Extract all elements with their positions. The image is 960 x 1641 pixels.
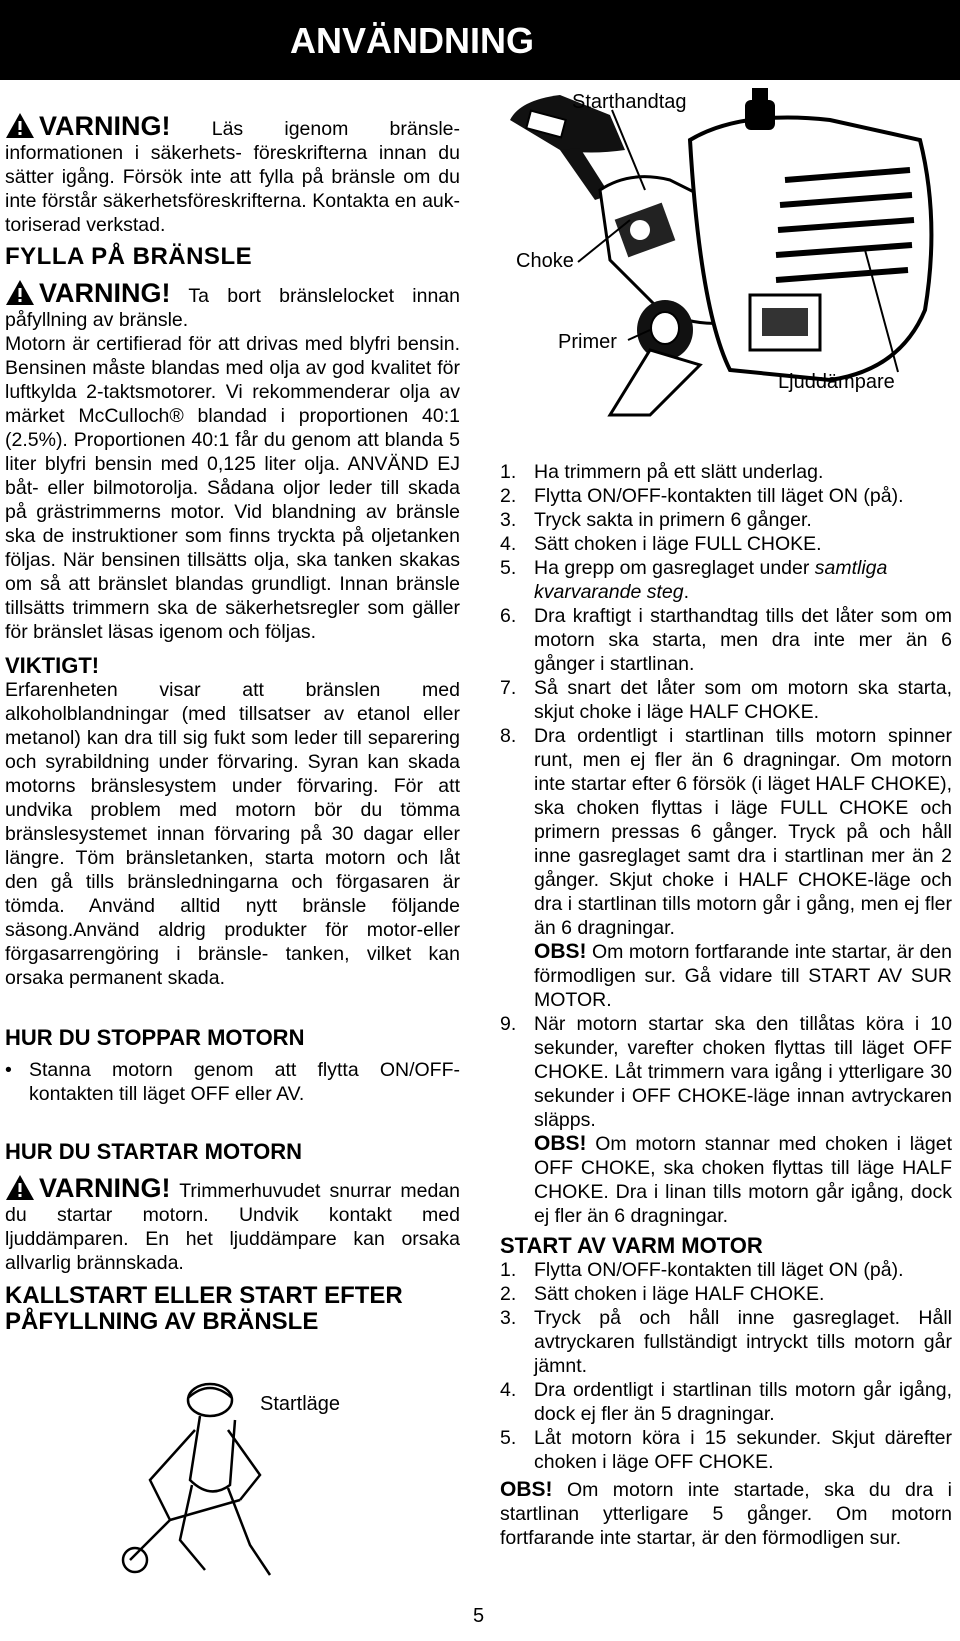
warning-text: Trimmerhuvudet snurrar medan du startar motorn. Undvik kontakt med ljuddämparen. En het ljuddämpare kan orsaka allvarlig brännskada. <box>5 1180 460 1274</box>
list-item: 2. Flytta ON/OFF-kontakten till läget ON (på). <box>500 485 904 507</box>
bullet-icon: • <box>5 1059 12 1081</box>
section-heading-warm-start: START AV VARM MOTOR <box>500 1233 763 1258</box>
list-item: 7. Så snart det låter som om motorn ska starta, skjut choke i läge HALF CHOKE. <box>500 677 952 723</box>
list-item: 6. Dra kraftigt i starthandtag tills det låter som om motorn ska starta, men dra inte mer än 6 gånger i startlinan. <box>500 605 952 675</box>
list-item: 8. Dra ordentligt i startlinan tills motorn spinner runt, men ej fler än 6 dragningar. Om motorn inte startar efter 6 försök (i läget HALF CHOKE), ska choken flyttas i läge FULL CHOKE och primern pressas 6 gånger. Tryck på och håll inne gasreglaget samt dra i startlinan mer än 2 gånger. Skjut choke i HALF CHOKE-läge och dra i startlinan tills motorn går i gång, men ej fler än 6 dragningar. OBS! Om motorn fortfarande inte startar, är den förmodligen sur. Gå vidare till START AV SUR MOTOR. <box>500 725 952 1011</box>
list-item: 1. Ha trimmern på ett slätt underlag. <box>500 461 824 483</box>
note-label: OBS! <box>500 1478 553 1501</box>
engine-illustration <box>500 80 955 425</box>
stop-bullet <box>5 1058 460 1106</box>
list-item: 1. Flytta ON/OFF-kontakten till läget ON (på). <box>500 1259 904 1281</box>
warning-text: Ta bort bränslelocket innan påfyllning av bränsle. <box>5 285 460 331</box>
list-item: 4. Dra ordentligt i startlinan tills motorn går igång, dock ej fler än 5 dragningar. <box>500 1379 952 1425</box>
warning-text: Läs igenom bränsle-informationen i säkerhets- föreskrifterna innan du sätter igång. Försök inte att fylla på bränsle om du inte förstår säkerhetsföreskrifterna. Kontakta en auk-toriserad verkstad. <box>5 118 460 236</box>
warning-triangle-icon <box>5 279 35 306</box>
muffler-label: Ljuddämpare <box>778 371 895 393</box>
warm-start-steps <box>500 1258 952 1474</box>
section-heading-cold-start: KALLSTART ELLER START EFTER PÅFYLLNING AV BRÄNSLE <box>5 1282 403 1335</box>
start-position-illustration <box>110 1370 350 1590</box>
final-note <box>500 1478 952 1550</box>
note-text: Om motorn inte startade, ska du dra i startlinan ytterligare 5 gånger. Om motorn fortfarande inte startar, är den förmodligen sur. <box>500 1479 952 1549</box>
warning-label: VARNING! <box>39 111 171 141</box>
page-title: ANVÄNDNING <box>290 20 535 61</box>
choke-label: Choke <box>516 250 574 272</box>
page-number: 5 <box>473 1605 485 1627</box>
right-column <box>500 460 952 1550</box>
list-item: 5. Ha grepp om gasreglaget under samtliga kvarvarande steg. <box>500 557 888 603</box>
left-column <box>5 112 460 1335</box>
warning-block-2 <box>5 279 460 332</box>
cold-start-steps <box>500 460 952 1228</box>
fuel-paragraph: Motorn är certifierad för att drivas med blyfri bensin. Bensinen måste blandas med olja av god kvalitet för luftkylda 2-taktsmotorer. Vi rekommenderar olja av märket McCulloch® blandad i proportionen 40:1 (2.5%). Proportionen 40:1 får du genom att blanda 5 liter blyfri bensin med 0,125 liter olja. ANVÄND EJ båt- eller bilmotorolja. Sådana oljor leder till skada på grästrimmerns motor. Vid blandning av bränsle ska de instruktioner som finns tryckta på oljetanken följas. När bensinen tillsätts olja, ska tanken skakas om så att bränslet blandas grundligt. Innan bränsle tillsätts trimmern ska de säkerhetsregler som gäller för bränslet läsas igenom och följas. <box>5 333 460 643</box>
start-position-label: Startläge <box>260 1393 341 1415</box>
warning-block-1 <box>5 112 460 237</box>
section-heading-fill-fuel: FYLLA PÅ BRÄNSLE <box>5 243 253 270</box>
stop-bullet-text: Stanna motorn genom att flytta ON/OFF-kontakten till läget OFF eller AV. <box>29 1059 460 1105</box>
list-item: 9. När motorn startar ska den tillåtas köra i 10 sekunder, varefter choken flyttas till läget OFF CHOKE. Låt trimmern vara igång i ytterligare 30 sekunder i OFF CHOKE-läge innan avtryckaren släpps. OBS! Om motorn stannar med choken i läget OFF CHOKE, ska choken flyttas till läge HALF CHOKE. Dra i linan tills motorn går igång, dock ej fler än 6 dragningar. <box>500 1013 952 1227</box>
important-paragraph: Erfarenheten visar att bränslen med alkoholblandningar (med tillsatser av etanol eller metanol) kan dra till sig fukt som leder till separering och syrabildning under förvaring. Syran kan skada motorns bränslesystem under förvaring. För att undvika problem med motorn bör du tömma bränslesystemet innan förvaring på 30 dagar eller längre. Töm bränsletanken, starta motorn och låt den gå tills bränsledningarna och förgasaren är tömda. Använd alltid nytt bränsle följande säsong.Använd aldrig produkter för motor-eller förgasarrengöring i bränsle- tanken, vilket kan orsaka permanent skada. <box>5 679 460 989</box>
section-heading-start-engine: HUR DU STARTAR MOTORN <box>5 1139 302 1164</box>
primer-label: Primer <box>558 331 617 353</box>
list-item: 2. Sätt choken i läge HALF CHOKE. <box>500 1283 825 1305</box>
list-item: 5. Låt motorn köra i 15 sekunder. Skjut därefter choken i läge OFF CHOKE. <box>500 1427 952 1473</box>
warning-label: VARNING! <box>39 278 171 308</box>
warning-label: VARNING! <box>39 1173 171 1203</box>
warning-triangle-icon <box>5 1174 35 1201</box>
section-heading-stop-engine: HUR DU STOPPAR MOTORN <box>5 1025 305 1050</box>
starter-handle-label: Starthandtag <box>572 91 687 113</box>
warning-triangle-icon <box>5 112 35 139</box>
warning-block-3 <box>5 1174 460 1275</box>
list-item: 3. Tryck på och håll inne gasreglaget. Håll avtryckaren fullständigt intryckt tills motorn går jämnt. <box>500 1307 952 1377</box>
list-item: 4. Sätt choken i läge FULL CHOKE. <box>500 533 822 555</box>
page-header <box>0 0 960 80</box>
list-item: 3. Tryck sakta in primern 6 gånger. <box>500 509 812 531</box>
important-heading: VIKTIGT! <box>5 653 100 678</box>
